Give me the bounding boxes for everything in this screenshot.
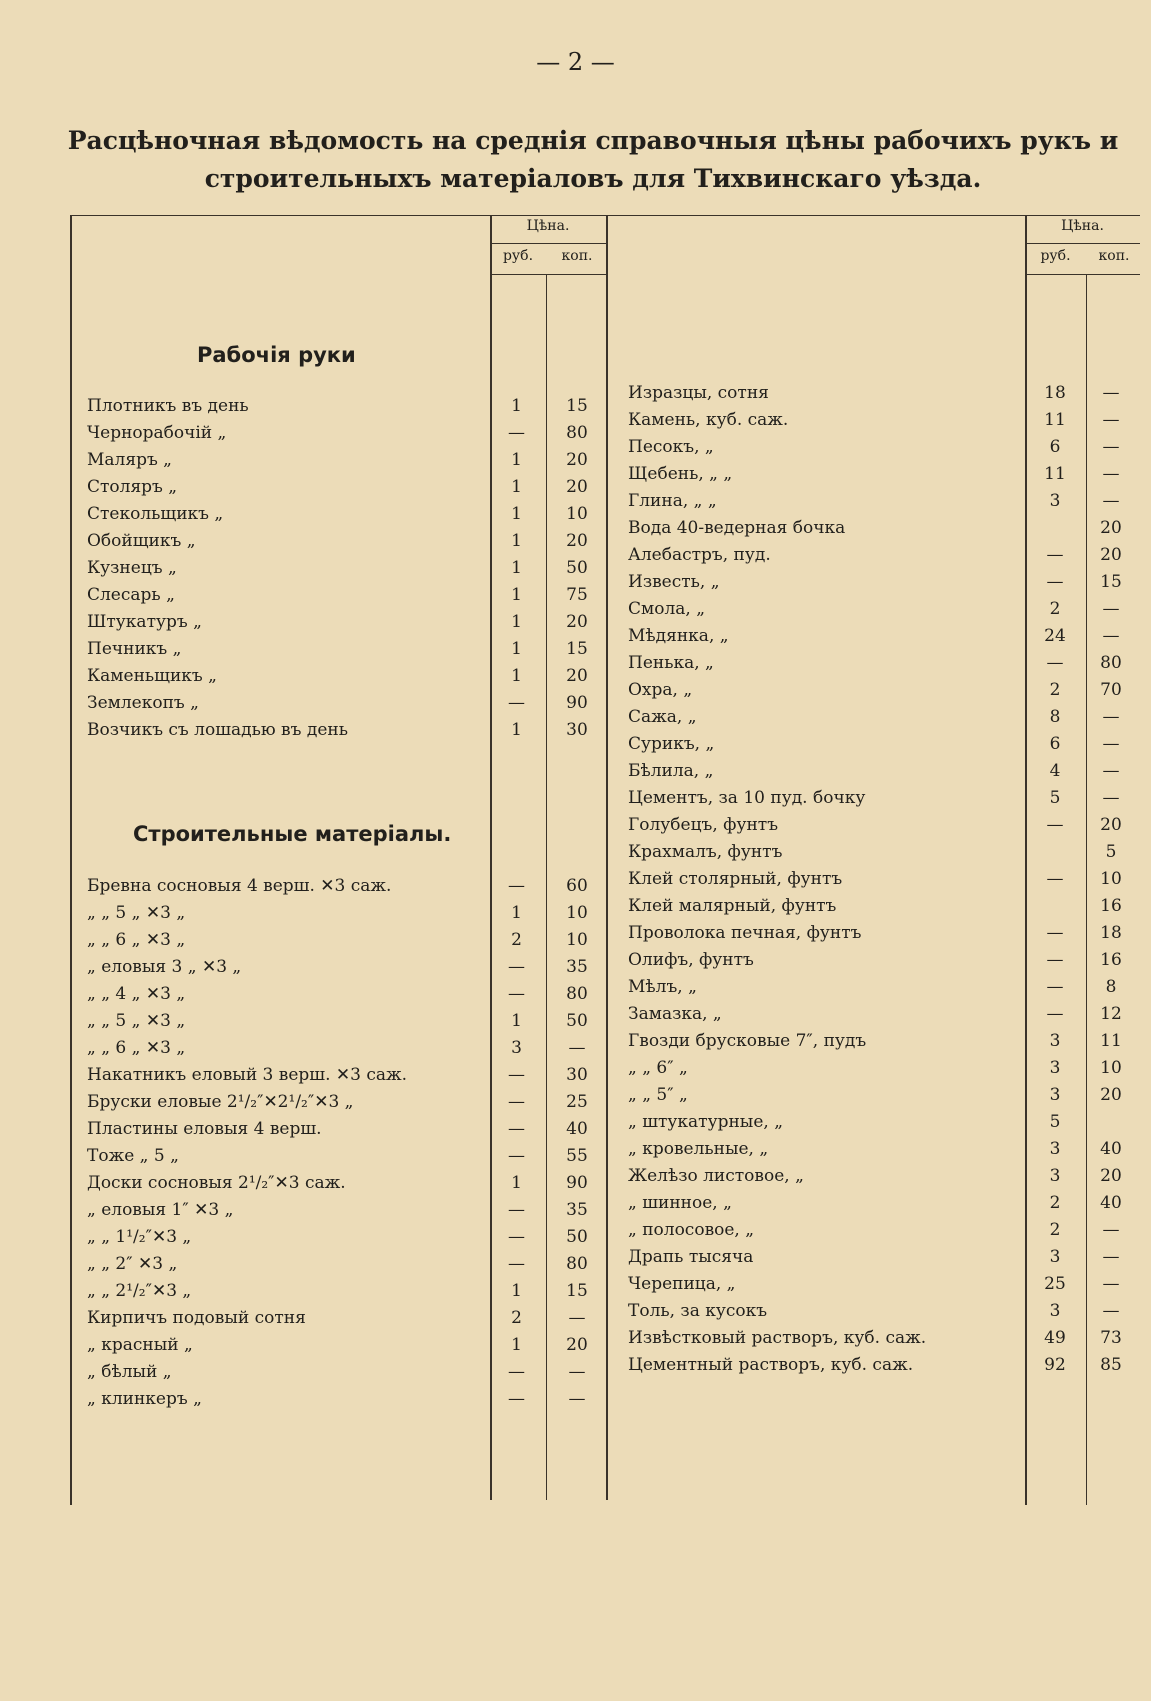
table-row bbox=[87, 393, 608, 420]
item-name: Олифъ, фунтъ bbox=[628, 950, 754, 970]
table-row bbox=[87, 528, 608, 555]
price-kop: — bbox=[1102, 383, 1120, 403]
item-name: Охра, „ bbox=[628, 680, 693, 700]
price-rub: 2 bbox=[1049, 1193, 1061, 1213]
item-name: Драпь тысяча bbox=[628, 1247, 754, 1267]
price-kop: — bbox=[1102, 626, 1120, 646]
item-name: Изразцы, сотня bbox=[628, 383, 769, 403]
item-name: Штукатуръ „ bbox=[87, 612, 202, 632]
price-kop: 11 bbox=[1100, 1031, 1122, 1051]
table-row bbox=[628, 380, 1132, 407]
price-kop: 20 bbox=[1100, 1166, 1122, 1186]
item-name: „ „ 6″ „ bbox=[628, 1058, 688, 1078]
table-row bbox=[87, 1332, 608, 1359]
item-name: Столяръ „ bbox=[87, 477, 178, 497]
price-rub: 3 bbox=[1049, 1139, 1061, 1159]
price-kop: 90 bbox=[566, 693, 588, 713]
price-kop: — bbox=[1102, 599, 1120, 619]
item-name: Черепица, „ bbox=[628, 1274, 736, 1294]
table-row bbox=[628, 974, 1132, 1001]
price-kop: 40 bbox=[1100, 1139, 1122, 1159]
table-row bbox=[87, 717, 608, 744]
item-name: Смола, „ bbox=[628, 599, 706, 619]
price-kop: 20 bbox=[1100, 1085, 1122, 1105]
right-kop-header: коп. bbox=[1098, 248, 1130, 264]
item-name: Мѣлъ, „ bbox=[628, 977, 697, 997]
item-name: Гвозди брусковые 7″, пудъ bbox=[628, 1031, 867, 1051]
item-name: Слесарь „ bbox=[87, 585, 175, 605]
table-row bbox=[628, 1082, 1132, 1109]
item-name: „ „ 2¹/₂″✕3 „ bbox=[87, 1281, 192, 1301]
table-row bbox=[87, 981, 608, 1008]
price-rub: — bbox=[1046, 545, 1064, 565]
price-kop: 16 bbox=[1100, 950, 1122, 970]
price-rub: — bbox=[508, 957, 525, 977]
price-kop: — bbox=[568, 1362, 586, 1382]
item-name: „ „ 2″ ✕3 „ bbox=[87, 1254, 178, 1274]
item-name: Щебень, „ „ bbox=[628, 464, 733, 484]
price-rub: 1 bbox=[511, 666, 522, 686]
price-kop: 20 bbox=[1100, 815, 1122, 835]
item-name: Сурикъ, „ bbox=[628, 734, 715, 754]
item-name: „ „ 1¹/₂″✕3 „ bbox=[87, 1227, 192, 1247]
item-name: Каменьщикъ „ bbox=[87, 666, 217, 686]
price-rub: 3 bbox=[1049, 1031, 1061, 1051]
price-kop: 73 bbox=[1100, 1328, 1122, 1348]
price-kop: 8 bbox=[1105, 977, 1117, 997]
price-kop: 35 bbox=[566, 1200, 588, 1220]
item-name: „ бѣлый „ bbox=[87, 1362, 172, 1382]
item-name: „ клинкеръ „ bbox=[87, 1389, 202, 1409]
price-kop: 15 bbox=[566, 639, 588, 659]
table-row bbox=[628, 515, 1132, 542]
table-row bbox=[628, 1001, 1132, 1028]
price-kop: 20 bbox=[1100, 545, 1122, 565]
table-row bbox=[628, 569, 1132, 596]
price-kop: 12 bbox=[1100, 1004, 1122, 1024]
item-name: Кирпичъ подовый сотня bbox=[87, 1308, 306, 1328]
price-rub: 1 bbox=[511, 639, 522, 659]
table-row bbox=[628, 677, 1132, 704]
table-row bbox=[628, 434, 1132, 461]
table-row bbox=[628, 461, 1132, 488]
table-row bbox=[628, 1352, 1132, 1379]
price-kop: — bbox=[1102, 761, 1120, 781]
price-kop: 10 bbox=[566, 903, 588, 923]
price-kop: — bbox=[568, 1308, 586, 1328]
table-row bbox=[628, 1163, 1132, 1190]
table-row bbox=[87, 873, 608, 900]
price-kop: 90 bbox=[566, 1173, 588, 1193]
item-name: Печникъ „ bbox=[87, 639, 182, 659]
table-row bbox=[628, 596, 1132, 623]
table-row bbox=[87, 555, 608, 582]
item-name: „ полосовое, „ bbox=[628, 1220, 755, 1240]
table-row bbox=[87, 900, 608, 927]
price-rub: 1 bbox=[511, 477, 522, 497]
left-rub-header: руб. bbox=[502, 248, 534, 264]
item-name: Крахмалъ, фунтъ bbox=[628, 842, 783, 862]
item-name: Вода 40-ведерная бочка bbox=[628, 518, 846, 538]
left-border-rule bbox=[70, 215, 72, 1505]
item-name: Бѣлила, „ bbox=[628, 761, 714, 781]
table-row bbox=[87, 1305, 608, 1332]
table-row bbox=[87, 1008, 608, 1035]
item-name: Сажа, „ bbox=[628, 707, 697, 727]
price-rub: — bbox=[508, 1227, 525, 1247]
price-rub: 1 bbox=[511, 558, 522, 578]
price-kop: 18 bbox=[1100, 923, 1122, 943]
table-row bbox=[87, 1251, 608, 1278]
price-kop: — bbox=[1102, 788, 1120, 808]
item-name: Плотникъ въ день bbox=[87, 396, 249, 416]
price-rub: 1 bbox=[511, 585, 522, 605]
item-name: „ „ 6 „ ✕3 „ bbox=[87, 930, 186, 950]
item-name: „ еловыя 1″ ✕3 „ bbox=[87, 1200, 234, 1220]
price-kop: 75 bbox=[566, 585, 588, 605]
price-kop: 20 bbox=[566, 612, 588, 632]
table-row bbox=[628, 650, 1132, 677]
section-materials-heading: Строительные матеріалы. bbox=[133, 822, 452, 846]
right-header-bottom-rule bbox=[1025, 274, 1140, 275]
table-top-rule bbox=[70, 215, 1140, 216]
price-rub: — bbox=[1046, 653, 1064, 673]
item-name: „ красный „ bbox=[87, 1335, 193, 1355]
price-rub: 3 bbox=[511, 1038, 522, 1058]
table-row bbox=[628, 731, 1132, 758]
item-name: Возчикъ съ лошадью въ день bbox=[87, 720, 348, 740]
table-row bbox=[87, 1224, 608, 1251]
right-price-header: Цѣна. bbox=[1061, 218, 1104, 234]
price-rub: 2 bbox=[511, 930, 522, 950]
price-rub: 2 bbox=[1049, 599, 1061, 619]
price-rub: — bbox=[1046, 869, 1064, 889]
price-rub: — bbox=[508, 1065, 525, 1085]
table-row bbox=[628, 1244, 1132, 1271]
table-row bbox=[87, 1143, 608, 1170]
table-row bbox=[628, 920, 1132, 947]
price-kop: 20 bbox=[566, 666, 588, 686]
price-kop: — bbox=[1102, 707, 1120, 727]
item-name: Кузнецъ „ bbox=[87, 558, 177, 578]
price-kop: 30 bbox=[566, 1065, 588, 1085]
item-name: Бревна сосновыя 4 верш. ✕3 саж. bbox=[87, 876, 392, 896]
price-kop: 16 bbox=[1100, 896, 1122, 916]
price-rub: 1 bbox=[511, 1173, 522, 1193]
item-name: „ шинное, „ bbox=[628, 1193, 732, 1213]
item-name: Толь, за кусокъ bbox=[628, 1301, 768, 1321]
table-row bbox=[87, 1278, 608, 1305]
price-rub: — bbox=[508, 1254, 525, 1274]
item-name: Клей столярный, фунтъ bbox=[628, 869, 843, 889]
table-row bbox=[87, 636, 608, 663]
item-name: „ „ 5 „ ✕3 „ bbox=[87, 1011, 186, 1031]
table-row bbox=[628, 1028, 1132, 1055]
price-rub: 11 bbox=[1044, 464, 1066, 484]
table-row bbox=[628, 947, 1132, 974]
price-kop: — bbox=[1102, 437, 1120, 457]
price-kop: 20 bbox=[566, 1335, 588, 1355]
table-row bbox=[87, 1386, 608, 1413]
price-kop: 80 bbox=[1100, 653, 1122, 673]
item-name: „ „ 4 „ ✕3 „ bbox=[87, 984, 186, 1004]
price-rub: — bbox=[508, 693, 525, 713]
item-name: Мѣдянка, „ bbox=[628, 626, 729, 646]
table-row bbox=[628, 785, 1132, 812]
table-row bbox=[87, 420, 608, 447]
price-kop: — bbox=[1102, 464, 1120, 484]
price-rub: 4 bbox=[1049, 761, 1061, 781]
table-row bbox=[628, 542, 1132, 569]
price-rub: 1 bbox=[511, 504, 522, 524]
price-rub: — bbox=[508, 1092, 525, 1112]
price-rub: 92 bbox=[1044, 1355, 1066, 1375]
price-kop: 10 bbox=[566, 930, 588, 950]
table-row bbox=[628, 623, 1132, 650]
price-rub: 1 bbox=[511, 903, 522, 923]
table-row bbox=[87, 1170, 608, 1197]
price-kop: 50 bbox=[566, 1011, 588, 1031]
price-rub: — bbox=[1046, 1004, 1064, 1024]
price-kop: — bbox=[1102, 410, 1120, 430]
item-name: „ „ 5 „ ✕3 „ bbox=[87, 903, 186, 923]
price-kop: 60 bbox=[566, 876, 588, 896]
item-name: „ „ 6 „ ✕3 „ bbox=[87, 1038, 186, 1058]
item-name: Стекольщикъ „ bbox=[87, 504, 224, 524]
price-kop: 40 bbox=[566, 1119, 588, 1139]
item-name: Чернорабочій „ bbox=[87, 423, 227, 443]
price-kop: — bbox=[1102, 1274, 1120, 1294]
table-row bbox=[87, 582, 608, 609]
price-kop: 15 bbox=[566, 1281, 588, 1301]
price-rub: 1 bbox=[511, 1281, 522, 1301]
price-rub: 1 bbox=[511, 396, 522, 416]
price-rub: 1 bbox=[511, 531, 522, 551]
item-name: Накатникъ еловый 3 верш. ✕3 саж. bbox=[87, 1065, 408, 1085]
price-rub: — bbox=[508, 1362, 525, 1382]
section-labor-heading: Рабочія руки bbox=[197, 343, 356, 367]
price-rub: 1 bbox=[511, 450, 522, 470]
price-rub: — bbox=[508, 1389, 525, 1409]
price-kop: 5 bbox=[1105, 842, 1117, 862]
price-kop: 30 bbox=[566, 720, 588, 740]
table-row bbox=[87, 1197, 608, 1224]
price-rub: — bbox=[508, 1119, 525, 1139]
item-name: Извѣстковый растворъ, куб. саж. bbox=[628, 1328, 927, 1348]
table-row bbox=[87, 927, 608, 954]
price-kop: — bbox=[1102, 1247, 1120, 1267]
price-rub: — bbox=[1046, 923, 1064, 943]
price-kop: 80 bbox=[566, 423, 588, 443]
price-rub: 3 bbox=[1049, 1166, 1061, 1186]
price-kop: 15 bbox=[566, 396, 588, 416]
price-kop: — bbox=[1102, 491, 1120, 511]
price-kop: 40 bbox=[1100, 1193, 1122, 1213]
item-name: „ еловыя 3 „ ✕3 „ bbox=[87, 957, 242, 977]
item-name: Тоже „ 5 „ bbox=[87, 1146, 179, 1166]
price-kop: 20 bbox=[566, 450, 588, 470]
price-rub: — bbox=[508, 876, 525, 896]
table-row bbox=[87, 1062, 608, 1089]
table-row bbox=[628, 1055, 1132, 1082]
price-rub: 11 bbox=[1044, 410, 1066, 430]
table-row bbox=[87, 447, 608, 474]
table-row bbox=[628, 488, 1132, 515]
price-kop: 25 bbox=[566, 1092, 588, 1112]
item-name: Голубецъ, фунтъ bbox=[628, 815, 779, 835]
price-kop: 20 bbox=[566, 531, 588, 551]
item-name: Глина, „ „ bbox=[628, 491, 717, 511]
table-row bbox=[628, 1271, 1132, 1298]
price-rub: 3 bbox=[1049, 491, 1061, 511]
price-rub: 5 bbox=[1049, 1112, 1061, 1132]
table-row bbox=[628, 812, 1132, 839]
price-rub: 24 bbox=[1044, 626, 1066, 646]
price-rub: 5 bbox=[1049, 788, 1061, 808]
price-kop: 50 bbox=[566, 1227, 588, 1247]
table-row bbox=[628, 1298, 1132, 1325]
price-kop: — bbox=[1102, 1301, 1120, 1321]
price-rub: — bbox=[508, 1200, 525, 1220]
table-row bbox=[628, 704, 1132, 731]
price-rub: 49 bbox=[1044, 1328, 1066, 1348]
price-rub: 25 bbox=[1044, 1274, 1066, 1294]
item-name: Обойщикъ „ bbox=[87, 531, 196, 551]
price-rub: 3 bbox=[1049, 1301, 1061, 1321]
price-rub: 2 bbox=[1049, 1220, 1061, 1240]
price-kop: — bbox=[1102, 734, 1120, 754]
table-row bbox=[628, 1325, 1132, 1352]
item-name: Доски сосновыя 2¹/₂″✕3 саж. bbox=[87, 1173, 346, 1193]
price-rub: 2 bbox=[1049, 680, 1061, 700]
price-rub: 3 bbox=[1049, 1058, 1061, 1078]
table-row bbox=[628, 866, 1132, 893]
price-kop: 20 bbox=[566, 477, 588, 497]
table-row bbox=[87, 1035, 608, 1062]
table-row bbox=[628, 407, 1132, 434]
right-header-rule bbox=[1025, 243, 1140, 244]
item-name: Пластины еловыя 4 верш. bbox=[87, 1119, 322, 1139]
left-kop-header: коп. bbox=[561, 248, 593, 264]
item-name: Замазка, „ bbox=[628, 1004, 722, 1024]
price-kop: 50 bbox=[566, 558, 588, 578]
price-rub: 6 bbox=[1049, 734, 1061, 754]
right-rub-header: руб. bbox=[1040, 248, 1071, 264]
item-name: Алебастръ, пуд. bbox=[628, 545, 771, 565]
left-price-header: Цѣна. bbox=[526, 218, 570, 234]
price-kop: 35 bbox=[566, 957, 588, 977]
item-name: Камень, куб. саж. bbox=[628, 410, 789, 430]
item-name: Бруски еловые 2¹/₂″✕2¹/₂″✕3 „ bbox=[87, 1092, 354, 1112]
price-kop: — bbox=[568, 1038, 586, 1058]
table-row bbox=[628, 1136, 1132, 1163]
item-name: Клей малярный, фунтъ bbox=[628, 896, 837, 916]
price-rub: — bbox=[508, 1146, 525, 1166]
price-rub: 1 bbox=[511, 1011, 522, 1031]
price-kop: 10 bbox=[1100, 869, 1122, 889]
price-rub: 18 bbox=[1044, 383, 1066, 403]
table-row bbox=[87, 663, 608, 690]
table-row bbox=[628, 1217, 1132, 1244]
price-rub: 2 bbox=[511, 1308, 522, 1328]
table-row bbox=[628, 1109, 1132, 1136]
table-row bbox=[87, 1359, 608, 1386]
price-kop: 80 bbox=[566, 984, 588, 1004]
table-row bbox=[628, 893, 1132, 920]
item-name: „ „ 5″ „ bbox=[628, 1085, 688, 1105]
price-kop: 70 bbox=[1100, 680, 1122, 700]
price-rub: 8 bbox=[1049, 707, 1061, 727]
table-row bbox=[628, 1190, 1132, 1217]
price-kop: 10 bbox=[1100, 1058, 1122, 1078]
price-kop: 10 bbox=[566, 504, 588, 524]
price-rub: — bbox=[1046, 572, 1064, 592]
table-row bbox=[628, 758, 1132, 785]
page-title: Расцѣночная вѣдомость на среднія справочныя цѣны рабочихъ рукъ и строительныхъ матеріаловъ для Тихвинскаго уѣзда. bbox=[67, 126, 1119, 193]
left-header-rule bbox=[490, 243, 606, 244]
item-name: Известь, „ bbox=[628, 572, 720, 592]
page-number: — 2 — bbox=[536, 48, 615, 76]
price-kop: — bbox=[568, 1389, 586, 1409]
item-name: „ штукатурные, „ bbox=[628, 1112, 784, 1132]
price-rub: 3 bbox=[1049, 1247, 1061, 1267]
price-rub: 1 bbox=[511, 1335, 522, 1355]
price-rub: — bbox=[1046, 977, 1064, 997]
table-row bbox=[87, 1089, 608, 1116]
table-row bbox=[628, 839, 1132, 866]
price-rub: — bbox=[1046, 815, 1064, 835]
table-row bbox=[87, 501, 608, 528]
price-kop: — bbox=[1102, 1220, 1120, 1240]
item-name: Землекопъ „ bbox=[87, 693, 199, 713]
price-kop: 15 bbox=[1100, 572, 1122, 592]
item-name: Маляръ „ bbox=[87, 450, 172, 470]
price-rub: — bbox=[508, 984, 525, 1004]
table-row bbox=[87, 474, 608, 501]
table-row bbox=[87, 1116, 608, 1143]
item-name: Желѣзо листовое, „ bbox=[628, 1166, 804, 1186]
price-kop: 55 bbox=[566, 1146, 588, 1166]
price-rub: 1 bbox=[511, 612, 522, 632]
left-header-bottom-rule bbox=[490, 274, 606, 275]
price-kop: 80 bbox=[566, 1254, 588, 1274]
item-name: Проволока печная, фунтъ bbox=[628, 923, 862, 943]
price-kop: 20 bbox=[1100, 518, 1122, 538]
item-name: Песокъ, „ bbox=[628, 437, 714, 457]
price-rub: 3 bbox=[1049, 1085, 1061, 1105]
item-name: Цементный растворъ, куб. саж. bbox=[628, 1355, 914, 1375]
table-row bbox=[87, 609, 608, 636]
item-name: „ кровельные, „ bbox=[628, 1139, 769, 1159]
item-name: Пенька, „ bbox=[628, 653, 714, 673]
price-rub: 1 bbox=[511, 720, 522, 740]
price-rub: 6 bbox=[1049, 437, 1061, 457]
price-kop: 85 bbox=[1100, 1355, 1122, 1375]
table-row bbox=[87, 954, 608, 981]
table-row bbox=[87, 690, 608, 717]
price-rub: — bbox=[1046, 950, 1064, 970]
price-rub: — bbox=[508, 423, 525, 443]
item-name: Цементъ, за 10 пуд. бочку bbox=[628, 788, 866, 808]
